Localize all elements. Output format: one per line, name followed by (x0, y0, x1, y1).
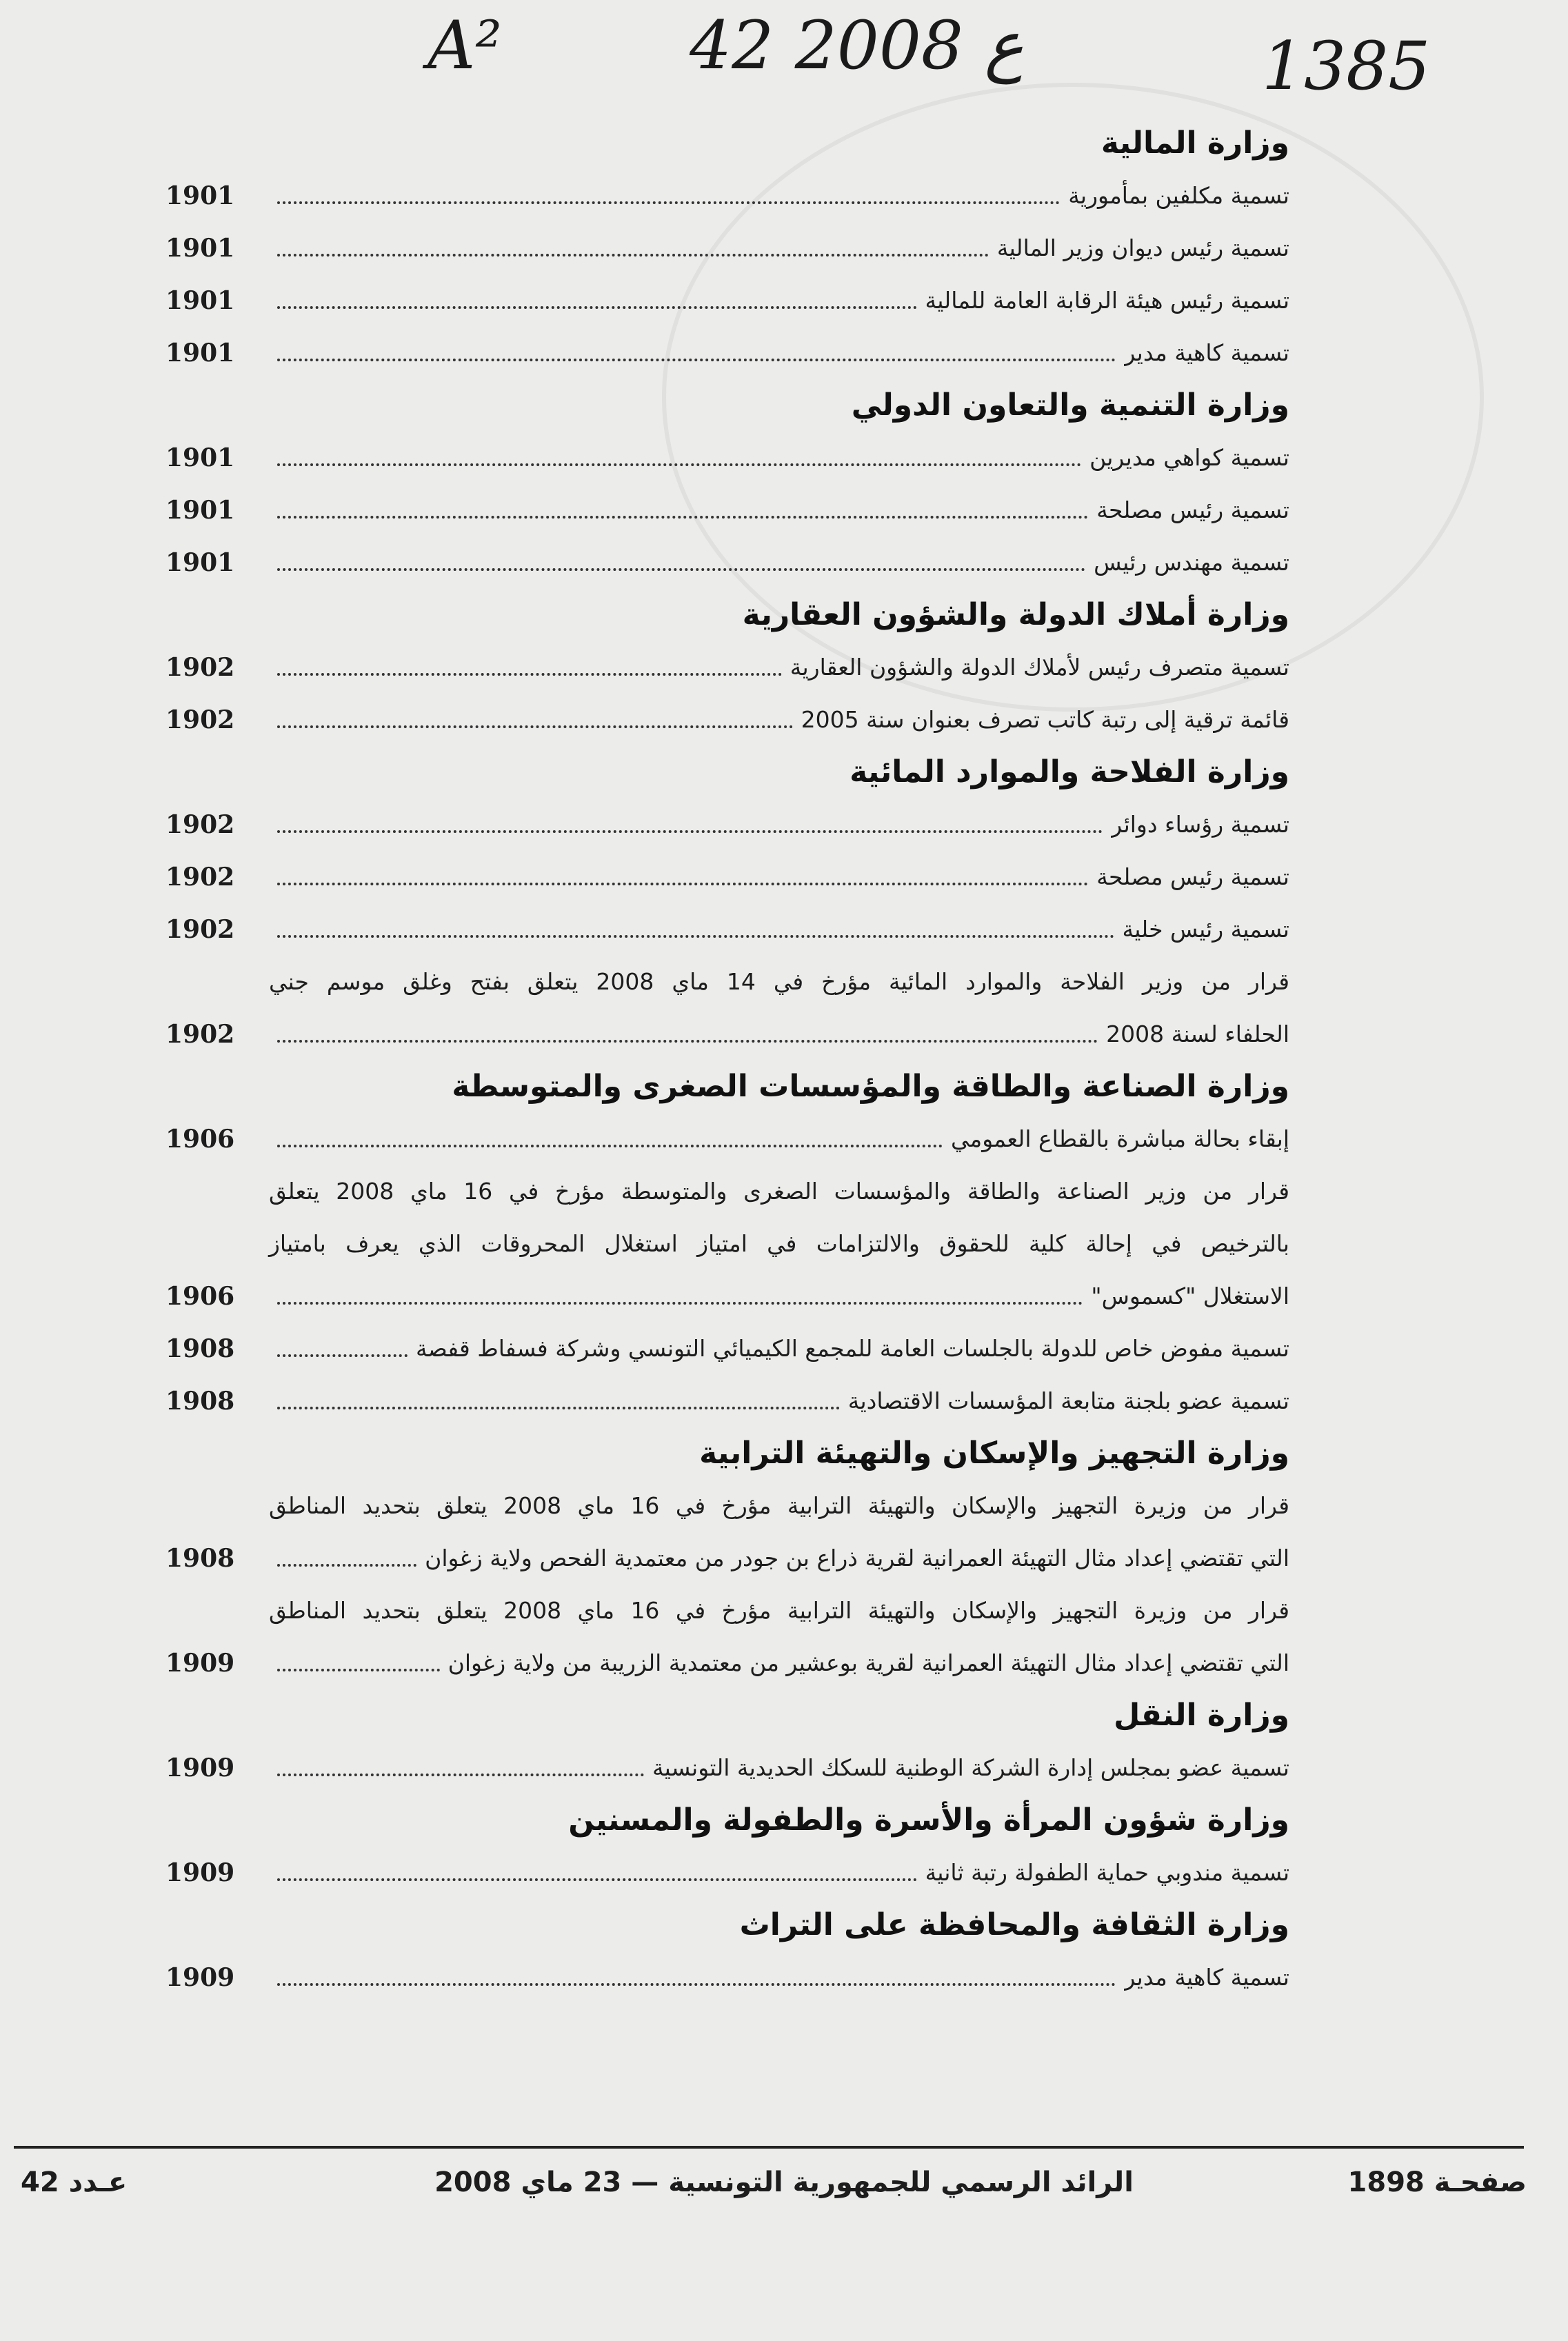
toc-entry-title: التي تقتضي إعداد مثال التهيئة العمرانية لقرية ذراع بن جودر من معتمدية الفحص ولاية زغوان (425, 1545, 1289, 1571)
dot-leader (277, 568, 1085, 571)
toc-entry-title: تسمية رؤساء دوائر (1111, 811, 1289, 838)
dot-leader (277, 1774, 644, 1776)
dot-leader (277, 1983, 1116, 1986)
toc-page-number: 1902 (165, 705, 235, 734)
section-heading: وزارة المالية (1100, 125, 1289, 161)
dot-leader (277, 883, 1088, 885)
dot-leader (277, 830, 1103, 833)
toc-page-number: 1901 (165, 548, 235, 577)
toc-entry (165, 798, 1289, 851)
section-heading: وزارة شؤون المرأة والأسرة والطفولة والمسنين (568, 1802, 1289, 1838)
toc-entry-title: تسمية رئيس ديوان وزير المالية (996, 234, 1289, 261)
footer-journal-title: الرائد الرسمي للجمهورية التونسية — 23 ماي 2008 (434, 2167, 1134, 2198)
toc-page-number: 1909 (165, 1963, 235, 1992)
toc-entry-title: تسمية كاهية مدير (1124, 1964, 1289, 1991)
toc-entry-title: تسمية رئيس مصلحة (1096, 496, 1289, 523)
toc-page-number: 1901 (165, 181, 235, 210)
toc-entry-title: الاستغلال "كسموس" (1091, 1283, 1289, 1309)
toc-page-number: 1902 (165, 1020, 235, 1049)
toc-entry-title: تسمية مكلفين بمأمورية (1068, 182, 1289, 209)
handwritten-note-c: 1385 (1262, 28, 1431, 105)
toc-page-number: 1906 (165, 1282, 235, 1311)
dot-leader (277, 1407, 840, 1409)
toc-entry-title: تسمية رئيس خلية (1122, 916, 1289, 943)
toc-page-number: 1901 (165, 443, 235, 472)
section-heading: وزارة أملاك الدولة والشؤون العقارية (742, 597, 1289, 632)
dot-leader (277, 306, 917, 309)
toc-entry-title: التي تقتضي إعداد مثال التهيئة العمرانية لقرية بوعشير من معتمدية الزريبة من ولاية زغوان (448, 1649, 1289, 1676)
toc-entry-title: تسمية عضو بمجلس إدارة الشركة الوطنية للسكك الحديدية التونسية (652, 1754, 1289, 1781)
toc-entry (165, 1742, 1289, 1794)
toc-entry (165, 1008, 1289, 1061)
section-heading: وزارة التجهيز والإسكان والتهيئة الترابية (699, 1436, 1289, 1471)
dot-leader (277, 1564, 416, 1567)
dot-leader (277, 359, 1116, 361)
toc-entry-title: تسمية مهندس رئيس (1094, 549, 1289, 576)
toc-entry-title: تسمية مندوبي حماية الطفولة رتبة ثانية (925, 1859, 1289, 1886)
toc-text-line: قرار من وزيرة التجهيز والإسكان والتهيئة الترابية مؤرخ في 16 ماي 2008 يتعلق بتحديد المناطق (269, 1597, 1289, 1624)
toc-entry-title: الحلفاء لسنة 2008 (1106, 1021, 1289, 1047)
toc-entry (165, 1847, 1289, 1899)
footer-divider (14, 2146, 1524, 2149)
toc-entry (165, 1270, 1289, 1323)
toc-entry (165, 432, 1289, 484)
section-heading: وزارة الثقافة والمحافظة على التراث (739, 1907, 1289, 1942)
toc-entry (165, 1375, 1289, 1427)
toc-entry-title: تسمية كاهية مدير (1124, 339, 1289, 366)
toc-entry-title: تسمية متصرف رئيس لأملاك الدولة والشؤون العقارية (790, 654, 1289, 681)
dot-leader (277, 1669, 440, 1671)
toc-page-number: 1908 (165, 1544, 235, 1573)
toc-entry (165, 536, 1289, 589)
dot-leader (277, 1040, 1098, 1043)
footer-page-number: صفحـة 1898 (1347, 2167, 1527, 2198)
toc-page-number: 1909 (165, 1754, 235, 1782)
toc-entry (165, 1532, 1289, 1585)
toc-page-number: 1908 (165, 1387, 235, 1416)
toc-page-number: 1901 (165, 339, 235, 368)
toc-entry (165, 170, 1289, 222)
toc-entry-title: تسمية مفوض خاص للدولة بالجلسات العامة للمجمع الكيميائي التونسي وشركة فسفاط قفصة (415, 1335, 1289, 1362)
section-heading: وزارة التنمية والتعاون الدولي (851, 388, 1289, 423)
toc-entry-title: تسمية رئيس هيئة الرقابة العامة للمالية (925, 287, 1289, 314)
dot-leader (277, 1878, 917, 1881)
toc-entry-title: إبقاء بحالة مباشرة بالقطاع العمومي (951, 1125, 1289, 1152)
toc-entry (165, 274, 1289, 327)
footer-issue-number: عـدد 42 (21, 2167, 128, 2198)
toc-page-number: 1901 (165, 234, 235, 263)
toc-entry-title: تسمية رئيس مصلحة (1096, 863, 1289, 890)
handwritten-note-a: A² (428, 7, 502, 84)
dot-leader (277, 463, 1081, 466)
dot-leader (277, 201, 1060, 204)
toc-entry (165, 1637, 1289, 1689)
dot-leader (277, 673, 782, 676)
section-heading: وزارة الصناعة والطاقة والمؤسسات الصغرى والمتوسطة (452, 1069, 1289, 1104)
dot-leader (277, 1302, 1083, 1305)
toc-page-number: 1902 (165, 915, 235, 944)
toc-page-number: 1908 (165, 1334, 235, 1363)
toc-page-number: 1909 (165, 1858, 235, 1887)
toc-page-number: 1901 (165, 496, 235, 525)
toc-entry (165, 1323, 1289, 1375)
toc-entry-title: تسمية كواهي مديرين (1089, 444, 1289, 471)
toc-entry (165, 484, 1289, 536)
toc-text-line: قرار من وزيرة التجهيز والإسكان والتهيئة الترابية مؤرخ في 16 ماي 2008 يتعلق بتحديد المناطق (269, 1492, 1289, 1519)
toc-page-number: 1901 (165, 286, 235, 315)
toc-page-number: 1902 (165, 653, 235, 682)
dot-leader (277, 725, 793, 728)
table-of-contents (165, 117, 1289, 2004)
toc-entry-title: قائمة ترقية إلى رتبة كاتب تصرف بعنوان سنة 2005 (801, 706, 1289, 733)
toc-entry (165, 222, 1289, 274)
dot-leader (277, 254, 989, 257)
toc-text-line: بالترخيص في إحالة كلية للحقوق والالتزامات في امتياز استغلال المحروقات الذي يعرف بامتياز (269, 1230, 1289, 1257)
dot-leader (277, 516, 1088, 519)
dot-leader (277, 1354, 408, 1357)
toc-page-number: 1902 (165, 863, 235, 892)
handwritten-note-b: 42 ع 2008 (690, 7, 1024, 84)
toc-entry (165, 327, 1289, 379)
toc-entry-title: تسمية عضو بلجنة متابعة المؤسسات الاقتصادية (847, 1387, 1289, 1414)
section-heading: وزارة النقل (1114, 1698, 1289, 1733)
section-heading: وزارة الفلاحة والموارد المائية (850, 754, 1289, 790)
toc-page-number: 1909 (165, 1649, 235, 1678)
dot-leader (277, 1145, 943, 1147)
toc-entry (165, 694, 1289, 746)
toc-entry (165, 641, 1289, 694)
toc-entry (165, 1113, 1289, 1165)
toc-page-number: 1906 (165, 1125, 235, 1154)
toc-entry (165, 903, 1289, 956)
dot-leader (277, 935, 1114, 938)
toc-entry (165, 1951, 1289, 2004)
toc-entry (165, 851, 1289, 903)
toc-text-line: قرار من وزير الفلاحة والموارد المائية مؤرخ في 14 ماي 2008 يتعلق بفتح وغلق موسم جني (269, 968, 1290, 995)
toc-page-number: 1902 (165, 810, 235, 839)
toc-text-line: قرار من وزير الصناعة والطاقة والمؤسسات الصغرى والمتوسطة مؤرخ في 16 ماي 2008 يتعلق (269, 1178, 1289, 1205)
